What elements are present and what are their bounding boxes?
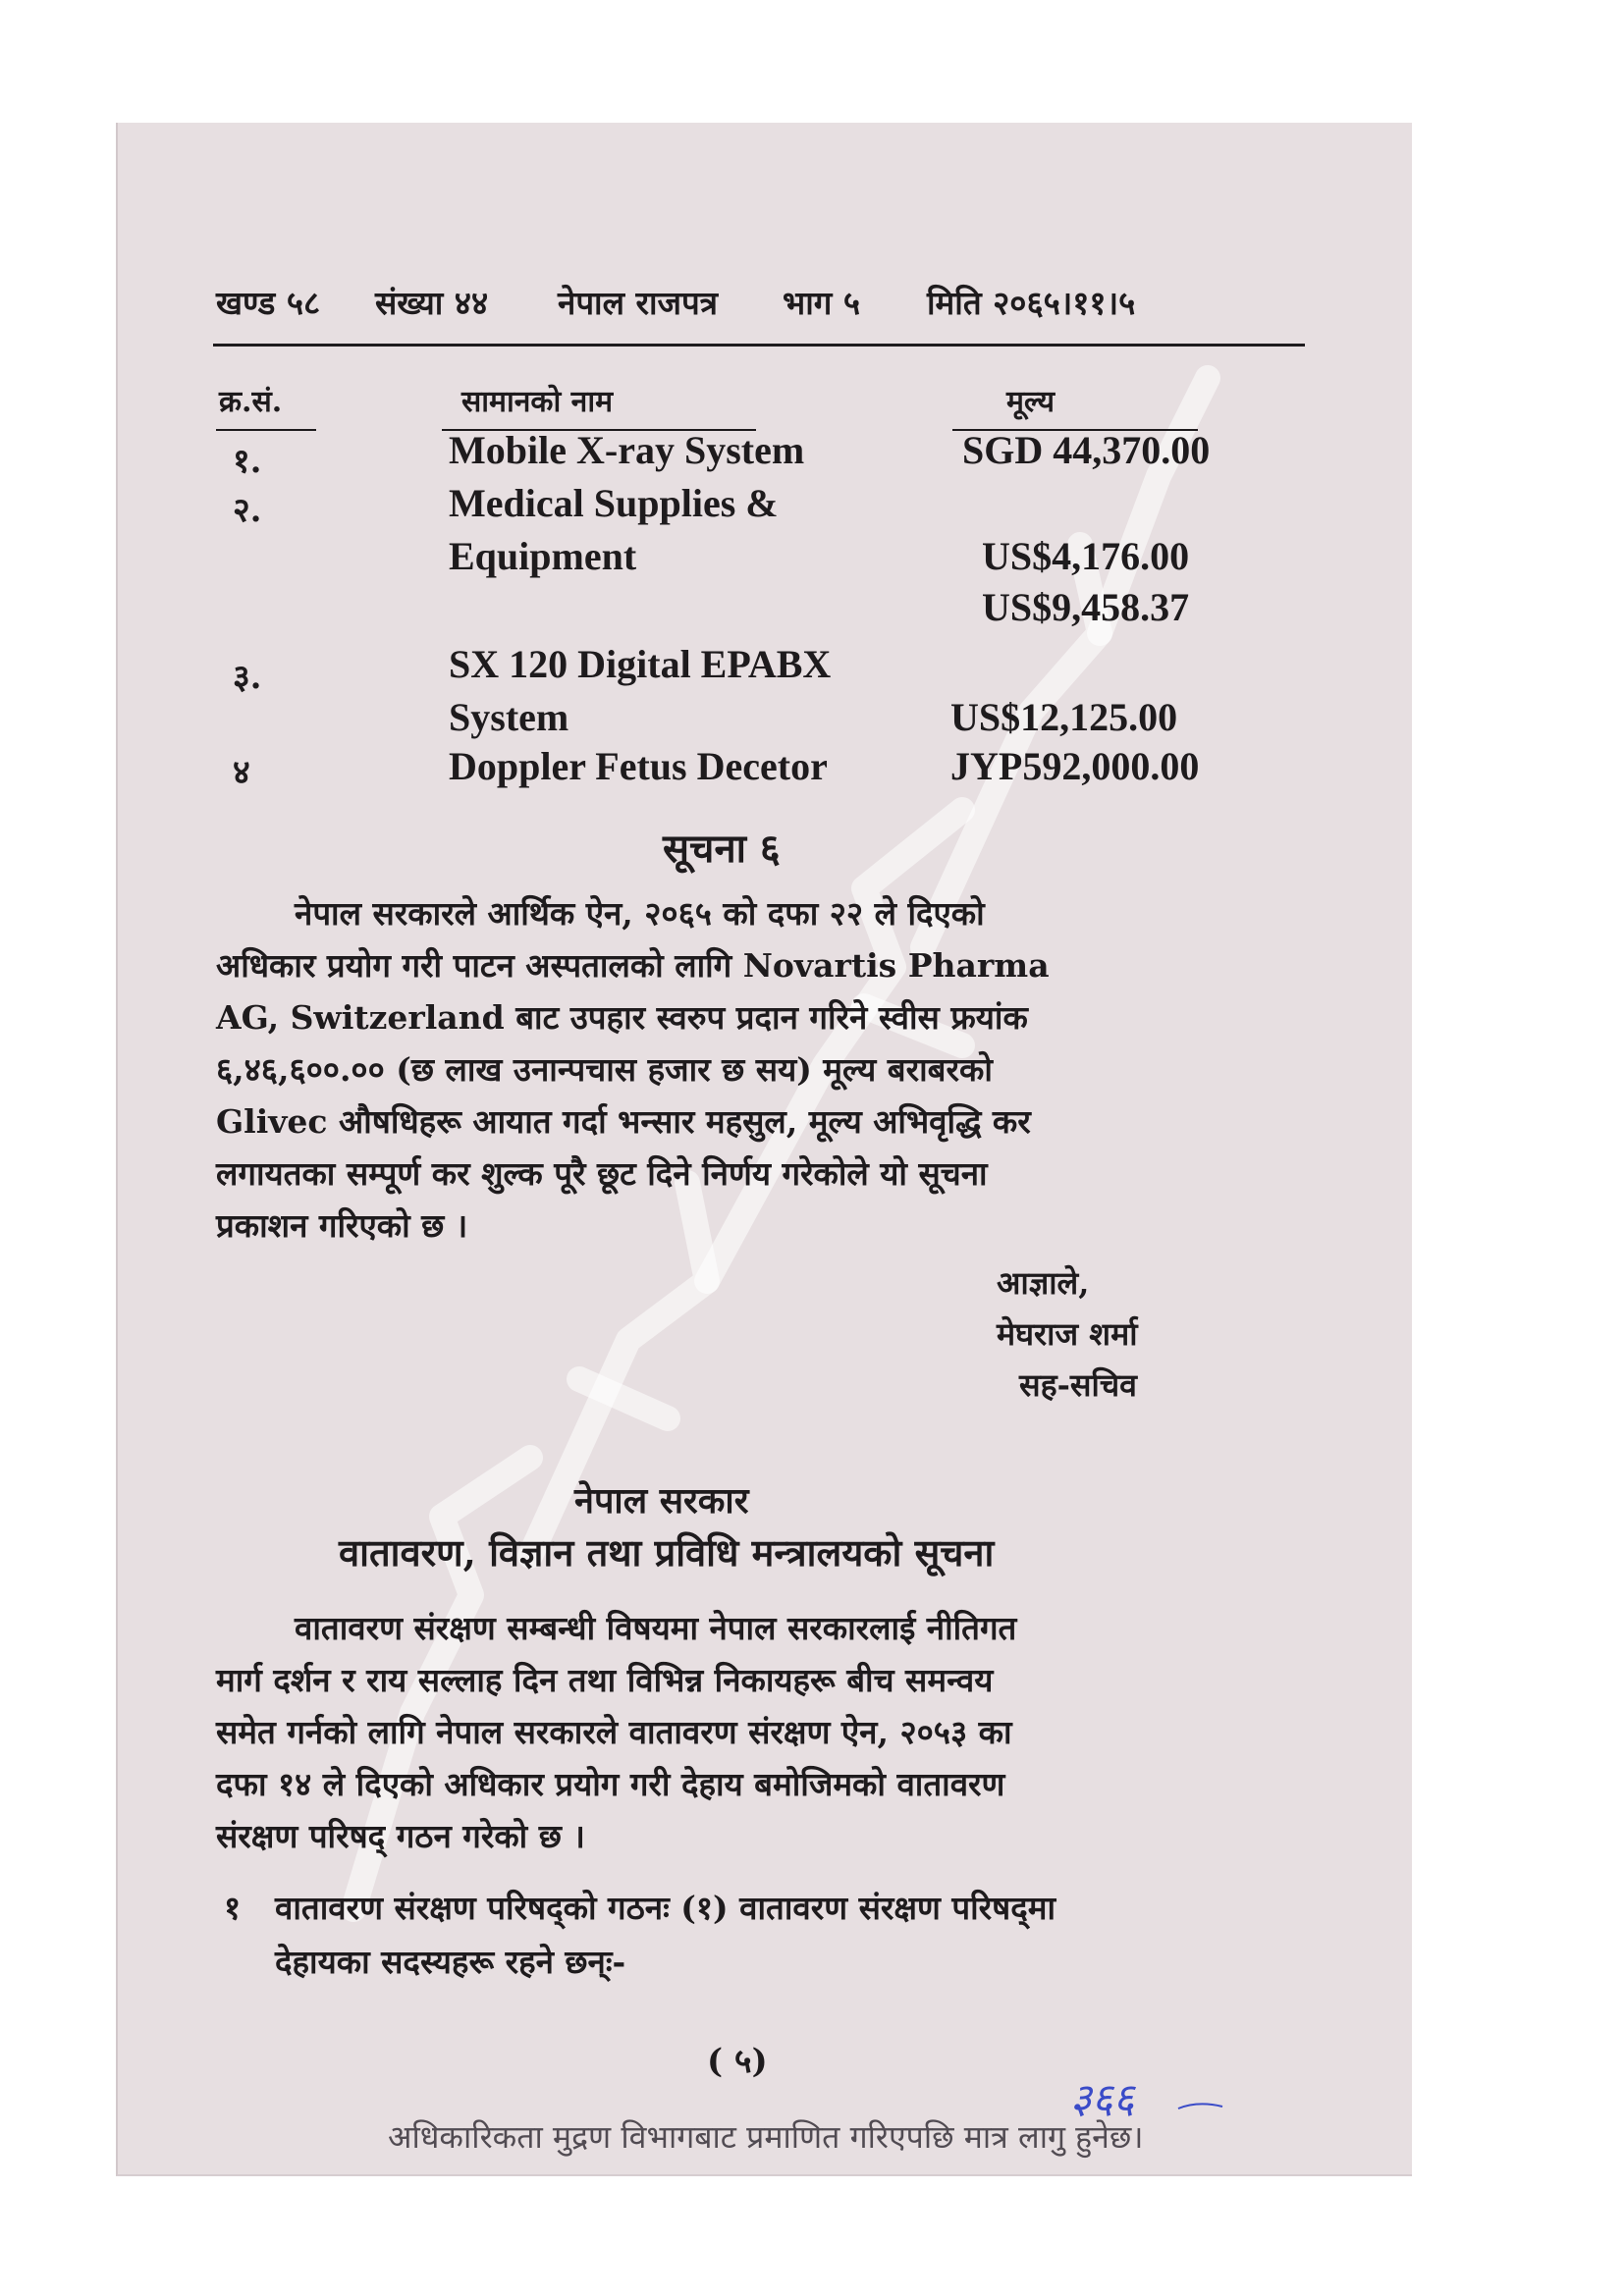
ministry-notice-title: वातावरण, विज्ञान तथा प्रविधि मन्त्रालयको सूचना [339, 1530, 995, 1575]
ministry-line: वातावरण संरक्षण सम्बन्धी विषयमा नेपाल सरकारलाई नीतिगत [295, 1609, 1017, 1647]
notice-line: नेपाल सरकारले आर्थिक ऐन, २०६५ को दफा २२ ले दिएको [295, 894, 985, 933]
notice-line: Glivec औषधिहरू आयात गर्दा भन्सार महसुल, मूल्य अभिवृद्धि कर [216, 1102, 1031, 1141]
column-underline-sn [216, 429, 316, 431]
signature-designation: सह-सचिव [1019, 1366, 1137, 1404]
row-sn: ३. [233, 658, 262, 697]
notice-line: लगायतका सम्पूर्ण कर शुल्क पूरै छूट दिने निर्णय गरेकोले यो सूचना [216, 1154, 988, 1193]
item-name: Doppler Fetus Decetor [449, 744, 828, 788]
clause-line: वातावरण संरक्षण परिषद्‌को गठनः (१) वातावरण संरक्षण परिषद्‌मा [275, 1889, 1056, 1927]
notice-line: ६,४६,६००.०० (छ लाख उनान्पचास हजार छ सय) मूल्य बराबरको [216, 1050, 993, 1089]
authority-note: अधिकारिकता मुद्रण विभागबाट प्रमाणित गरिएपछि मात्र लागु हुनेछ। [388, 2118, 1144, 2156]
part-label: भाग ५ [783, 284, 860, 322]
gazette-page [116, 123, 1412, 2176]
header-divider [213, 344, 1305, 347]
item-price: US$12,125.00 [950, 695, 1178, 739]
handwritten-note-text: ३६६ [1070, 2074, 1135, 2122]
item-name: Medical Supplies & [449, 481, 779, 525]
row-sn: ४ [233, 753, 250, 792]
row-sn: १. [233, 442, 262, 481]
ministry-line: मार्ग दर्शन र राय सल्लाह दिन तथा विभिन्न निकायहरू बीच समन्वय [216, 1661, 994, 1699]
column-header-price: मूल्य [1006, 385, 1056, 419]
item-price: US$4,176.00 [982, 534, 1190, 578]
volume-label: खण्ड ५८ [216, 284, 321, 322]
page-number: ( ५) [707, 2042, 768, 2081]
notice-line: अधिकार प्रयोग गरी पाटन अस्पतालको लागि Novartis Pharma [216, 946, 1050, 985]
column-header-sn: क्र.सं. [219, 385, 283, 419]
item-price: SGD 44,370.00 [962, 428, 1211, 472]
ministry-line: संरक्षण परिषद् गठन गरेको छ । [216, 1817, 585, 1855]
notice-line: प्रकाशन गरिएको छ । [216, 1206, 468, 1245]
item-name: Mobile X-ray System [449, 428, 805, 472]
signature-name: मेघराज शर्मा [997, 1315, 1138, 1353]
government-heading: नेपाल सरकार [574, 1480, 749, 1522]
column-header-name: सामानको नाम [461, 385, 614, 419]
item-price: US$9,458.37 [982, 585, 1190, 629]
item-name: System [449, 695, 569, 739]
gazette-name: नेपाल राजपत्र [558, 284, 718, 322]
notice-line: AG, Switzerland बाट उपहार स्वरुप प्रदान गरिने स्वीस फ्रयांक [216, 998, 1028, 1037]
row-sn: २. [233, 491, 262, 530]
gazette-date: मिति २०६५।११।५ [927, 284, 1136, 322]
signature-order: आज्ञाले, [997, 1264, 1090, 1302]
issue-number: संख्या ४४ [375, 284, 489, 322]
clause-line: देहायका सदस्यहरू रहने छन्ः- [275, 1943, 626, 1981]
item-name: Equipment [449, 534, 637, 578]
ministry-line: दफा १४ ले दिएको अधिकार प्रयोग गरी देहाय बमोजिमको वातावरण [216, 1765, 1005, 1803]
item-name: SX 120 Digital EPABX [449, 642, 832, 686]
item-price: JYP592,000.00 [950, 744, 1200, 788]
ministry-line: समेत गर्नको लागि नेपाल सरकारले वातावरण संरक्षण ऐन, २०५३ का [216, 1713, 1012, 1751]
notice-title: सूचना ६ [663, 826, 781, 872]
clause-number: १ [224, 1889, 242, 1927]
